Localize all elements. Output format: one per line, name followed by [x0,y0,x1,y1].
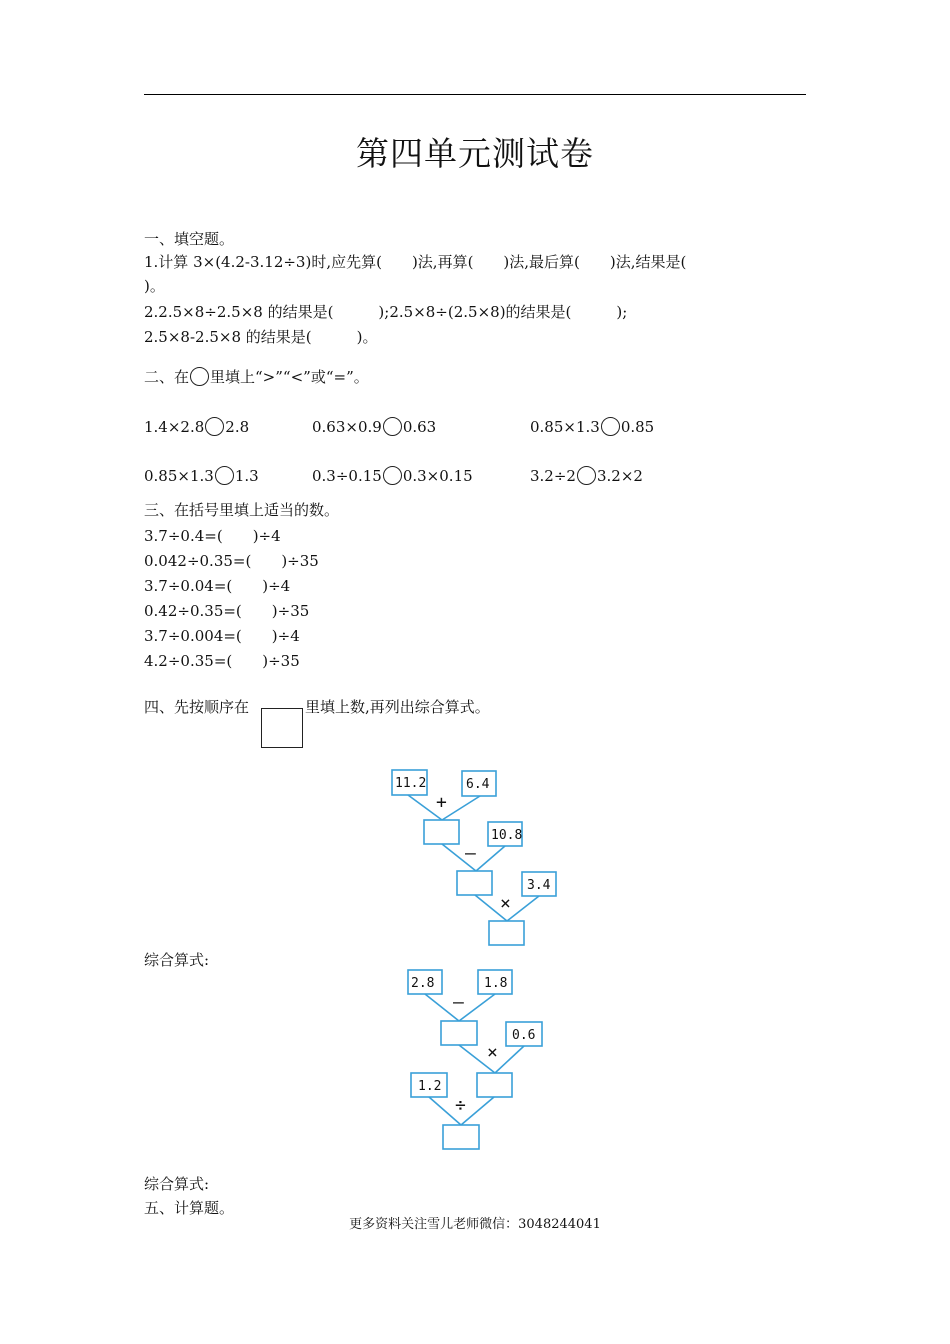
compare-left: 0.85×1.3 [530,418,600,436]
compare-right: 0.3×0.15 [402,467,473,485]
fill-line: 3.7÷0.4=( )÷4 [144,527,281,545]
section4-heading-pre: 四、先按顺序在 [144,698,250,716]
compare-left: 1.4×2.8 [144,418,205,436]
fill-line: 0.042÷0.35=( )÷35 [144,552,319,570]
tree1-b: 6.4 [466,777,490,792]
tree2-c: 0.6 [512,1028,536,1043]
tree2-answer-box-3[interactable] [443,1125,479,1149]
compare-left: 0.85×1.3 [144,467,214,485]
answer-circle[interactable] [601,417,620,436]
compare-left: 3.2÷2 [530,467,576,485]
fill-line: 0.42÷0.35=( )÷35 [144,602,310,620]
circle-icon [190,367,209,386]
tree1-op2: — [465,843,476,864]
section4-heading-post: 里填上数,再列出综合算式。 [305,698,490,716]
header-rule [144,94,806,95]
combined-formula-label-1: 综合算式: [144,951,210,969]
tree1-answer-box-2[interactable] [457,871,492,895]
answer-circle[interactable] [383,466,402,485]
compare-right: 3.2×2 [596,467,643,485]
section2-heading-post: 里填上“>”“<”或“=”。 [210,368,369,386]
tree2-d: 1.2 [418,1079,442,1094]
square-icon [261,708,303,748]
section5-heading: 五、计算题。 [144,1199,235,1217]
q1-line1: 1.计算 3×(4.2-3.12÷3)时,应先算( )法,再算( )法,最后算( )法,结果是( [144,253,687,271]
compare-item [312,466,473,486]
answer-circle[interactable] [577,466,596,485]
compare-right: 2.8 [225,418,250,436]
page-title: 第四单元测试卷 [356,134,594,173]
q1-line2: )。 [144,277,165,295]
fill-line: 4.2÷0.35=( )÷35 [144,652,300,670]
operation-tree-2 [398,962,558,1158]
tree1-answer-box-3[interactable] [489,921,524,945]
compare-item [144,466,259,486]
tree1-answer-box-1[interactable] [424,820,459,844]
tree2-b: 1.8 [484,976,508,991]
compare-item [530,466,643,486]
q2-line1: 2.2.5×8÷2.5×8 的结果是( );2.5×8÷(2.5×8)的结果是( ); [144,303,628,321]
compare-right: 0.85 [620,418,655,436]
answer-circle[interactable] [205,417,224,436]
compare-item [144,417,249,437]
section1-heading: 一、填空题。 [144,230,235,248]
compare-item [312,417,436,437]
tree2-op3: ÷ [455,1095,466,1116]
tree2-answer-box-1[interactable] [441,1021,477,1045]
answer-circle[interactable] [383,417,402,436]
tree1-d: 3.4 [527,878,551,893]
section2-heading [144,367,369,387]
combined-formula-label-2: 综合算式: [144,1175,210,1193]
tree1-op1: + [436,792,447,813]
compare-item [530,417,654,437]
tree2-a: 2.8 [411,976,435,991]
compare-right: 1.3 [234,467,259,485]
operation-tree-1 [380,762,570,952]
section3-heading: 三、在括号里填上适当的数。 [144,501,340,519]
tree2-op2: × [487,1042,498,1063]
tree2-answer-box-2[interactable] [477,1073,512,1097]
tree1-a: 11.2 [395,776,427,791]
tree1-op3: × [500,893,511,914]
footer-note: 更多资料关注雪儿老师微信：3048244041 [349,1217,601,1232]
compare-right: 0.63 [402,418,437,436]
fill-line: 3.7÷0.004=( )÷4 [144,627,300,645]
compare-left: 0.3÷0.15 [312,467,382,485]
q2-line2: 2.5×8-2.5×8 的结果是( )。 [144,328,378,346]
tree1-c: 10.8 [491,828,523,843]
section2-heading-pre: 二、在 [144,368,190,386]
fill-line: 3.7÷0.04=( )÷4 [144,577,291,595]
compare-left: 0.63×0.9 [312,418,382,436]
tree2-op1: — [453,992,464,1013]
answer-circle[interactable] [215,466,234,485]
